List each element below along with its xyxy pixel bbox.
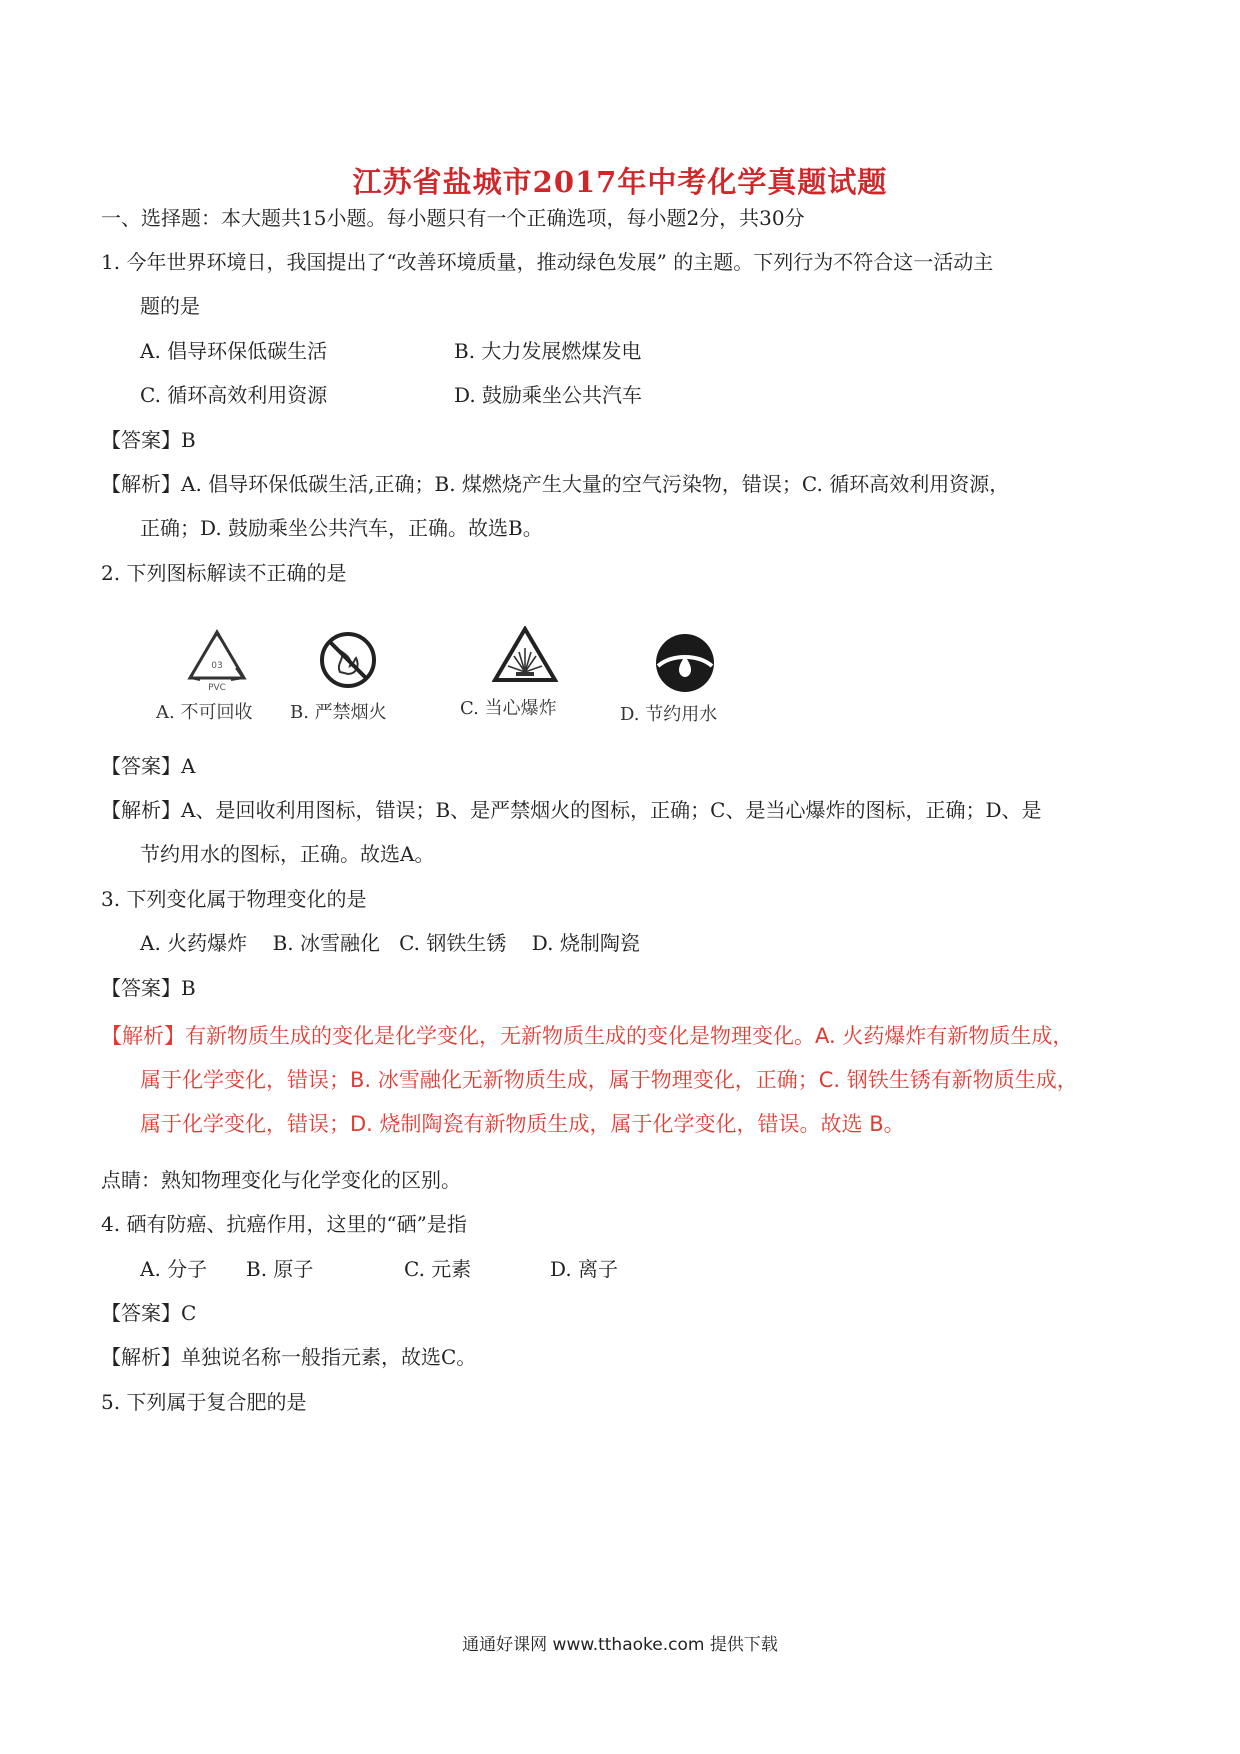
q1-analysis-line2: 正确；D. 鼓励乘坐公共汽车，正确。故选B。	[140, 516, 543, 540]
explosion-warning-icon	[492, 626, 558, 684]
q2-answer: 【答案】A	[101, 754, 196, 778]
q2-icon-caption-b: B. 严禁烟火	[290, 702, 387, 723]
q3-answer: 【答案】B	[101, 976, 196, 1000]
q2-analysis-line1: 【解析】A、是回收利用图标，错误；B、是严禁烟火的图标，正确；C、是当心爆炸的图标，正确；D、是	[101, 798, 1042, 822]
page-footer: 通通好课网 www.tthaoke.com 提供下载	[462, 1635, 778, 1655]
q3-tip: 点睛：熟知物理变化与化学变化的区别。	[101, 1168, 461, 1192]
q1-analysis-line1: 【解析】A. 倡导环保低碳生活,正确；B. 煤燃烧产生大量的空气污染物，错误；C. 循环高效利用资源，	[101, 472, 1010, 496]
q2-icon-caption-d: D. 节约用水	[620, 704, 718, 725]
q3-options: A. 火药爆炸 B. 冰雪融化 C. 钢铁生锈 D. 烧制陶瓷	[140, 931, 640, 955]
q2-stem: 2. 下列图标解读不正确的是	[101, 561, 347, 585]
q1-option-c: C. 循环高效利用资源	[140, 383, 328, 407]
q2-icon-caption-c: C. 当心爆炸	[460, 698, 557, 719]
q5-stem: 5. 下列属于复合肥的是	[101, 1390, 307, 1414]
q1-stem-line2: 题的是	[140, 294, 200, 318]
q1-stem-line1: 1. 今年世界环境日，我国提出了“改善环境质量，推动绿色发展” 的主题。下列行为不符合这一活动主	[101, 250, 994, 274]
recycle-number: 03	[211, 661, 223, 671]
q1-option-b: B. 大力发展燃煤发电	[454, 339, 642, 363]
q1-option-a: A. 倡导环保低碳生活	[140, 339, 328, 363]
q4-stem: 4. 硒有防癌、抗癌作用，这里的“硒”是指	[101, 1212, 467, 1236]
q3-analysis-line1: 【解析】有新物质生成的变化是化学变化，无新物质生成的变化是物理变化。A. 火药爆炸有新物质生成，	[101, 1024, 1074, 1048]
q4-answer: 【答案】C	[101, 1301, 197, 1325]
q4-analysis: 【解析】单独说名称一般指元素，故选C。	[101, 1345, 477, 1369]
q1-option-d: D. 鼓励乘坐公共汽车	[454, 383, 643, 407]
q3-stem: 3. 下列变化属于物理变化的是	[101, 887, 367, 911]
q2-analysis-line2: 节约用水的图标，正确。故选A。	[140, 842, 435, 866]
page-title: 江苏省盐城市2017年中考化学真题试题	[352, 165, 888, 199]
recycle-sublabel: PVC	[208, 683, 226, 692]
q4-option-c: C. 元素	[404, 1257, 472, 1281]
q4-option-d: D. 离子	[550, 1257, 619, 1281]
water-saving-icon	[654, 632, 716, 694]
no-fire-icon	[318, 630, 378, 690]
q1-answer: 【答案】B	[101, 428, 196, 452]
q4-option-a: A. 分子	[140, 1257, 208, 1281]
q3-analysis-line3: 属于化学变化，错误；D. 烧制陶瓷有新物质生成，属于化学变化，错误。故选 B。	[140, 1112, 905, 1136]
q2-icon-caption-a: A. 不可回收	[156, 702, 253, 723]
q4-option-b: B. 原子	[246, 1257, 314, 1281]
section-header: 一、选择题：本大题共15小题。每小题只有一个正确选项，每小题2分，共30分	[101, 206, 805, 230]
q3-analysis-line2: 属于化学变化，错误；B. 冰雪融化无新物质生成，属于物理变化，正确；C. 钢铁生锈有新物质生成，	[140, 1068, 1078, 1092]
recycle-icon	[186, 628, 248, 692]
